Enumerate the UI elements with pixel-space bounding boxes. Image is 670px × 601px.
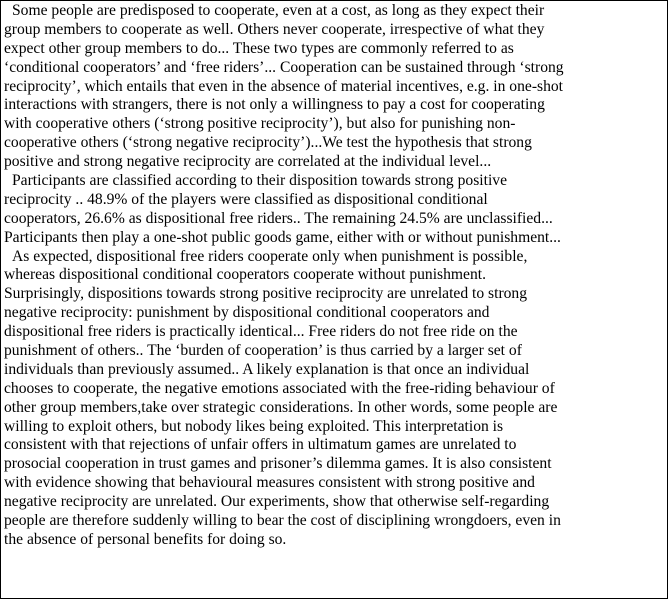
text-line: whereas dispositional conditional cooperators cooperate without punishment. bbox=[4, 266, 486, 284]
text-line: people are therefore suddenly willing to bear the cost of disciplining wrongdoers, even in bbox=[4, 512, 561, 530]
text-line: the absence of personal benefits for doing so. bbox=[4, 530, 287, 548]
text-line: prosocial cooperation in trust games and prisoner’s dilemma games. It is also consistent bbox=[4, 455, 552, 473]
text-line: Participants then play a one-shot public goods game, either with or without punishment... bbox=[4, 228, 561, 246]
text-line: expect other group members to do... These two types are commonly referred to as bbox=[4, 39, 514, 57]
text-line: willing to exploit others, but nobody likes being exploited. This interpretation is bbox=[4, 417, 504, 435]
paragraph-2 bbox=[4, 172, 668, 248]
text-line: negative reciprocity: punishment by dispositional conditional cooperators and bbox=[4, 304, 490, 322]
text-line: punishment of others.. The ‘burden of cooperation’ is thus carried by a larger set of bbox=[4, 342, 522, 360]
text-line: dispositional free riders is practically identical... Free riders do not free ride on the bbox=[4, 323, 518, 341]
text-line: As expected, dispositional free riders cooperate only when punishment is possible, bbox=[12, 247, 528, 265]
text-line: reciprocity’, which entails that even in the absence of material incentives, e.g. in one-shot bbox=[4, 77, 564, 95]
text-line: Participants are classified according to their disposition towards strong positive bbox=[12, 172, 507, 190]
text-line: positive and strong negative reciprocity are correlated at the individual level... bbox=[4, 153, 492, 171]
text-line: Surprisingly, dispositions towards strong positive reciprocity are unrelated to strong bbox=[4, 285, 528, 303]
text-line: negative reciprocity are unrelated. Our experiments, show that otherwise self-regarding bbox=[4, 493, 550, 511]
paragraph-3 bbox=[4, 248, 668, 550]
text-line: cooperative others (‘strong negative reciprocity’)...We test the hypothesis that strong bbox=[4, 134, 532, 152]
text-line: reciprocity .. 48.9% of the players were classified as dispositional conditional bbox=[4, 190, 488, 208]
text-line: with cooperative others (‘strong positive reciprocity’), but also for punishing non- bbox=[4, 115, 516, 133]
paragraph-1 bbox=[4, 2, 668, 172]
text-line: interactions with strangers, there is not only a willingness to pay a cost for cooperating bbox=[4, 96, 545, 114]
text-line: consistent with that rejections of unfair offers in ultimatum games are unrelated to bbox=[4, 436, 517, 454]
text-line: with evidence showing that behavioural measures consistent with strong positive and bbox=[4, 474, 535, 492]
text-line: group members to cooperate as well. Others never cooperate, irrespective of what they bbox=[4, 20, 545, 38]
text-line: other group members,take over strategic considerations. In other words, some people are bbox=[4, 398, 558, 416]
text-line: individuals than previously assumed.. A likely explanation is that once an individual bbox=[4, 360, 530, 378]
document-body bbox=[4, 2, 668, 550]
text-line: chooses to cooperate, the negative emotions associated with the free-riding behaviour of bbox=[4, 379, 555, 397]
text-line: cooperators, 26.6% as dispositional free riders.. The remaining 24.5% are unclassified... bbox=[4, 209, 553, 227]
text-line: Some people are predisposed to cooperate, even at a cost, as long as they expect their bbox=[12, 2, 545, 19]
text-line: ‘conditional cooperators’ and ‘free riders’... Cooperation can be sustained through ‘strong bbox=[4, 58, 564, 76]
